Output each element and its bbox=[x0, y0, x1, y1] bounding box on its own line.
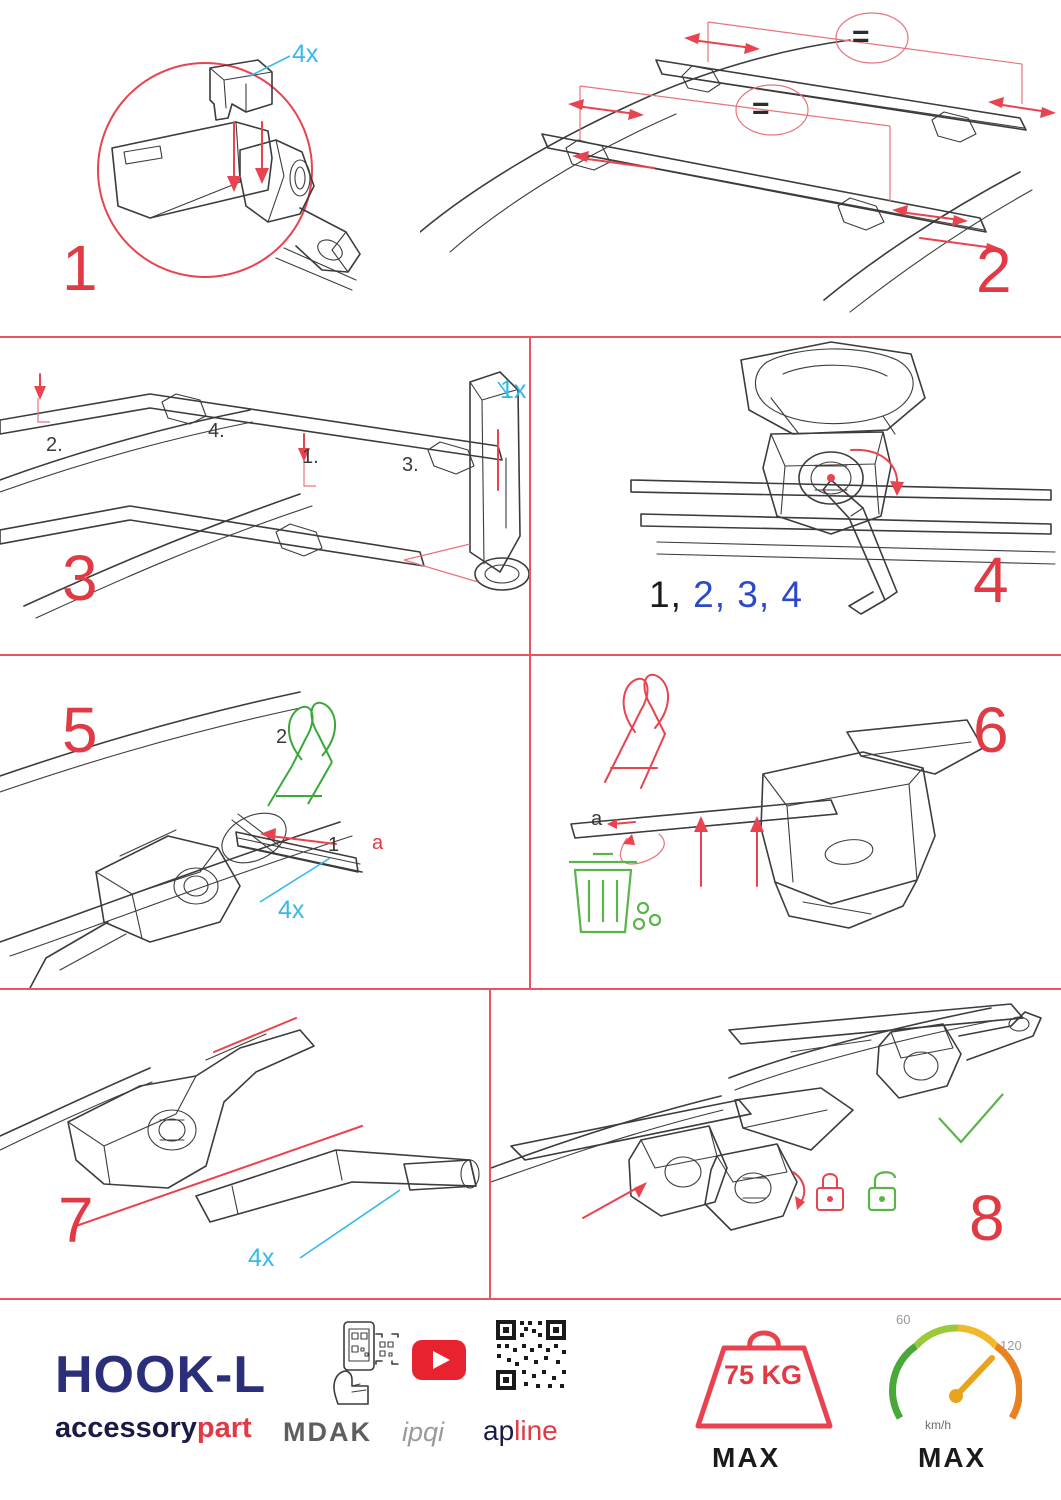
sequence-2: 2, bbox=[693, 574, 726, 615]
brand-mdak: MDAK bbox=[283, 1417, 372, 1447]
ap-text: ap bbox=[483, 1415, 515, 1446]
order-label-2: 2. bbox=[46, 434, 63, 456]
cut-order-label-1: 1 bbox=[328, 834, 340, 856]
step-number-5: 5 bbox=[62, 694, 99, 766]
footer bbox=[0, 1300, 1061, 1500]
qr-code-icon bbox=[494, 1318, 568, 1392]
line-text: line bbox=[514, 1415, 558, 1446]
sequence-3: 3, bbox=[737, 574, 771, 615]
step-7-panel bbox=[0, 990, 489, 1298]
order-label-3: 3. bbox=[402, 454, 419, 476]
equal-sign-1: = bbox=[852, 20, 870, 53]
max-load-caption: MAX bbox=[712, 1442, 781, 1473]
step-2-illustration bbox=[420, 0, 1061, 336]
step-2-panel bbox=[420, 0, 1061, 336]
step-number-7: 7 bbox=[58, 1184, 95, 1256]
tighten-order-sequence bbox=[649, 574, 803, 616]
order-label-4: 4. bbox=[208, 420, 225, 442]
youtube-icon[interactable] bbox=[412, 1340, 466, 1380]
order-label-1: 1. bbox=[302, 446, 319, 468]
quantity-label-4x: 4x bbox=[278, 896, 305, 924]
product-name: HOOK-L bbox=[55, 1346, 267, 1404]
max-load-value: 75 KG bbox=[723, 1360, 803, 1390]
step-number-6: 6 bbox=[973, 694, 1010, 766]
sequence-4: 4 bbox=[781, 574, 803, 615]
cut-order-label-2: 2 bbox=[276, 726, 288, 748]
quantity-label-4x: 4x bbox=[292, 40, 319, 68]
max-speed-icon bbox=[886, 1314, 1022, 1438]
quantity-label-4x: 4x bbox=[248, 1244, 275, 1272]
step-3-panel bbox=[0, 338, 529, 654]
part-label-a: a bbox=[372, 832, 384, 854]
equal-sign-2: = bbox=[752, 92, 770, 125]
step-number-1: 1 bbox=[62, 232, 99, 304]
step-6-panel bbox=[531, 656, 1061, 988]
brand-apline bbox=[483, 1415, 558, 1447]
quantity-label-1x: 1x bbox=[500, 376, 527, 404]
max-speed-caption: MAX bbox=[918, 1442, 987, 1473]
part-label-a: a bbox=[591, 808, 603, 830]
step-number-8: 8 bbox=[969, 1182, 1006, 1254]
step-5-panel bbox=[0, 656, 529, 988]
step-number-2: 2 bbox=[976, 234, 1013, 306]
accessorypart-logo bbox=[55, 1412, 252, 1445]
step-4-panel bbox=[531, 338, 1061, 654]
step-number-3: 3 bbox=[62, 542, 99, 614]
brand-ipqi: ipqi bbox=[402, 1417, 445, 1447]
step-1-panel bbox=[0, 0, 420, 336]
qr-scan-hand-icon bbox=[322, 1320, 408, 1406]
part-text: part bbox=[196, 1412, 252, 1444]
speed-unit: km/h bbox=[925, 1418, 952, 1432]
sequence-1: 1, bbox=[649, 574, 682, 615]
step-8-panel bbox=[491, 990, 1061, 1298]
step-number-4: 4 bbox=[973, 544, 1010, 616]
speed-tick-120: 120 bbox=[1000, 1338, 1022, 1353]
accessory-text: accessory bbox=[55, 1412, 197, 1444]
speed-tick-60: 60 bbox=[896, 1312, 911, 1327]
